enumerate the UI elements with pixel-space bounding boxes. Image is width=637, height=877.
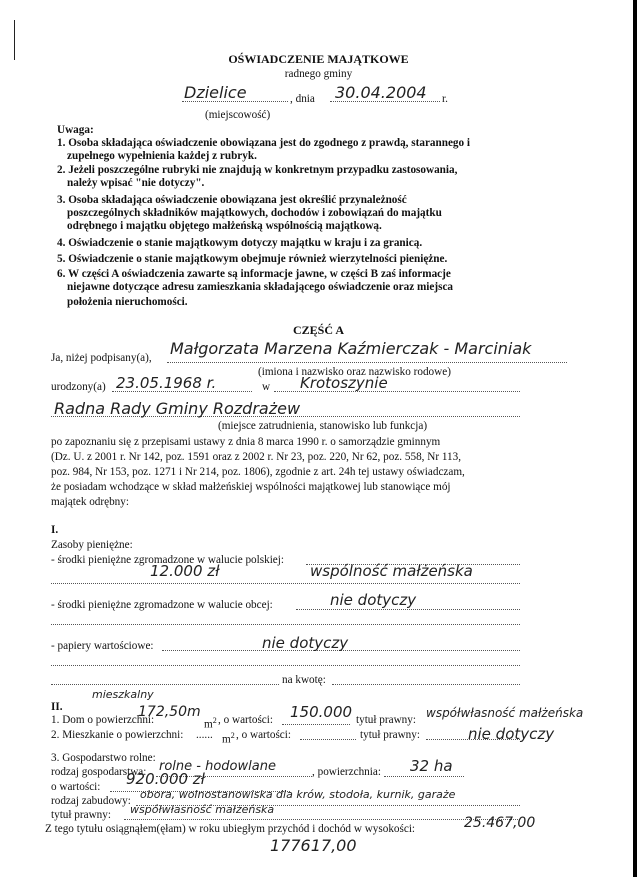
section-2-numeral: II.	[51, 701, 63, 713]
flat-title: nie dotyczy	[468, 725, 555, 743]
note-line: położenia nieruchomości.	[67, 296, 188, 308]
farm-title-line	[124, 819, 520, 820]
house-value-label: , o wartości:	[218, 714, 273, 726]
foreign-label: - środki pieniężne zgromadzone w walucie obcej:	[51, 599, 273, 611]
house-value: 150.000	[290, 703, 353, 721]
flat-unit: $m^2$	[222, 731, 235, 746]
job-value: Radna Rady Gminy Rozdrażew	[54, 399, 301, 418]
note-line: poszczególnych składników majątkowych, dochodów i zobowiązań do majątku	[67, 207, 442, 219]
flat-label: 2. Mieszkanie o powierzchni:	[51, 729, 184, 741]
flat-value-line	[300, 739, 356, 740]
farm-title: współwłasność małżeńska	[130, 803, 275, 816]
place-caption: (miejscowość)	[205, 109, 271, 121]
cash-heading: Zasoby pieniężne:	[51, 539, 133, 551]
house-label: 1. Dom o powierzchni:	[51, 714, 155, 726]
farm-type-label: rodzaj gospodarstwa:	[51, 766, 147, 778]
income-value: 25.467,00	[464, 815, 536, 831]
note-line: odrębnego i majątku objętego małżeńską wspólnością majątkową.	[67, 220, 382, 232]
legal-text-line: że posiadam wchodzące w skład małżeńskiej wspólności majątkowej lub stanowiące mój	[51, 481, 451, 493]
farm-area-line	[384, 776, 464, 777]
pln-line-2	[51, 583, 520, 584]
scan-edge	[633, 0, 637, 877]
note-line: 5. Oświadczenie o stanie majątkowym obejmuje również wierzytelności pieniężne.	[57, 253, 448, 265]
pln-label: - środki pieniężne zgromadzone w walucie polskiej:	[51, 554, 284, 566]
born-date: 23.05.1968 r.	[116, 374, 217, 392]
notes-heading: Uwaga:	[57, 124, 94, 136]
document-title: OŚWIADCZENIE MAJĄTKOWE	[228, 52, 409, 66]
flat-value-label: , o wartości:	[236, 729, 291, 741]
note-line: 4. Oświadczenie o stanie majątkowym dotyczy majątku w kraju i za granicą.	[57, 237, 423, 249]
income-label: Z tego tytułu osiągnąłem(ęłam) w roku ubiegłym przychód i dochód w wysokości:	[45, 823, 416, 835]
house-note: mieszkalny	[92, 688, 154, 701]
note-line: niejawne dotyczące adresu zamieszkania składającego oświadczenie oraz miejsca	[67, 281, 454, 293]
farm-value: 920.000 zł	[126, 770, 205, 788]
legal-text-line: po zapoznaniu się z przepisami ustawy z dnia 8 marca 1990 r. o samorządzie gminnym	[51, 436, 441, 448]
signer-label: Ja, niżej podpisany(a),	[51, 352, 152, 364]
securities-label: - papiery wartościowe:	[51, 640, 154, 652]
place-value: Dzielice	[184, 83, 247, 102]
note-line: należy wpisać "nie dotyczy".	[67, 177, 205, 189]
income-value-2: 177617,00	[270, 836, 357, 855]
legal-text-line: poz. 984, Nr 153, poz. 1271 i Nr 214, poz. 1806), zgodnie z art. 24h tej ustawy oświadczam,	[51, 466, 465, 478]
signer-line	[167, 362, 567, 363]
foreign-value: nie dotyczy	[330, 591, 417, 609]
farm-type: rolne - hodowlane	[159, 759, 276, 774]
buildings-label: rodzaj zabudowy:	[51, 795, 131, 807]
flat-area: ......	[196, 729, 213, 741]
date-suffix: r.	[442, 93, 448, 105]
note-line: 2. Jeżeli poszczególne rubryki nie znajdują w konkretnym przypadku zastosowania,	[57, 164, 458, 176]
note-line: 1. Osoba składająca oświadczenie obowiązana jest do zgodnego z prawdą, starannego i	[57, 137, 471, 149]
farm-area-label: , powierzchnia:	[312, 766, 381, 778]
legal-text-line: majątek odrębny:	[51, 496, 129, 508]
signer-value: Małgorzata Marzena Kaźmierczak - Marciniak	[170, 339, 532, 358]
document-subtitle: radnego gminy	[284, 68, 353, 80]
note-line: 6. W części A oświadczenia zawarte są informacje jawne, w części B zaś informacje	[57, 268, 451, 280]
flat-title-label: tytuł prawny:	[360, 729, 420, 741]
farm-heading: 3. Gospodarstwo rolne:	[51, 752, 156, 764]
buildings-value: obora, wolnostanowiska dla krów, stodoła, kurnik, garaże	[140, 788, 456, 801]
job-caption: (miejsce zatrudnienia, stanowisko lub funkcja)	[218, 420, 428, 432]
amount-lead-line	[51, 684, 279, 685]
house-value-line	[282, 724, 350, 725]
date-value: 30.04.2004	[335, 83, 427, 102]
foreign-line-2	[51, 624, 520, 625]
house-unit: $m^2$	[204, 716, 217, 731]
note-line: zupełnego wypełnienia każdej z rubryk.	[67, 150, 257, 162]
securities-line-2	[51, 665, 520, 666]
farm-area: 32 ha	[410, 757, 453, 775]
date-prefix: , dnia	[290, 93, 315, 105]
farm-title-label: tytuł prawny:	[51, 809, 111, 821]
born-label: urodzony(a)	[51, 381, 106, 393]
foreign-line	[296, 609, 520, 610]
securities-value: nie dotyczy	[262, 634, 349, 652]
legal-text-line: (Dz. U. z 2001 r. Nr 142, poz. 1591 oraz z 2002 r. Nr 23, poz. 220, Nr 62, poz. 558, Nr 113,	[51, 451, 462, 463]
pln-note: wspólność małżeńska	[310, 562, 473, 580]
signer-caption: (imiona i nazwisko oraz nazwisko rodowe)	[258, 366, 451, 378]
part-a-heading: CZĘŚĆ A	[292, 323, 345, 337]
pln-value: 12.000 zł	[150, 562, 220, 580]
house-title: współwłasność małżeńska	[426, 706, 584, 720]
amount-label: na kwotę:	[282, 674, 326, 686]
farm-value-label: o wartości:	[51, 781, 101, 793]
house-area: 172,50m	[138, 704, 201, 720]
section-1-numeral: I.	[51, 524, 59, 536]
note-line: 3. Osoba składająca oświadczenie obowiązana jest określić przynależność	[57, 194, 407, 206]
amount-line	[332, 684, 520, 685]
born-in: w	[262, 381, 271, 393]
house-title-label: tytuł prawny:	[356, 714, 416, 726]
born-place: Krotoszynie	[300, 374, 388, 392]
